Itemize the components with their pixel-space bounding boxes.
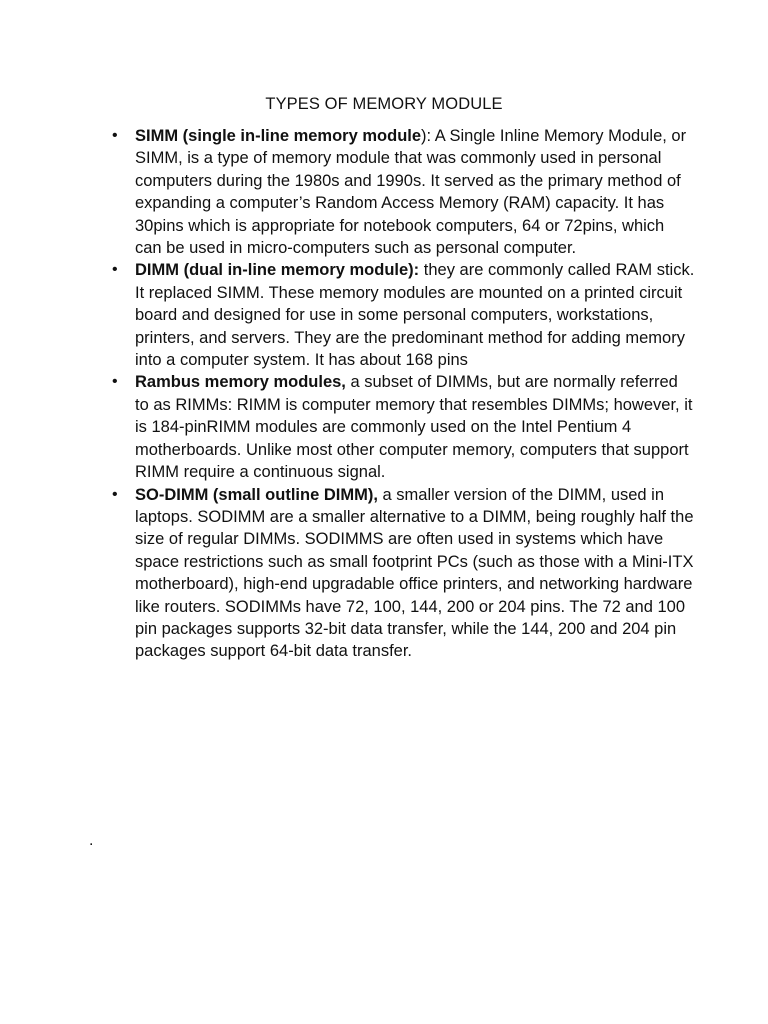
item-description: a smaller version of the DIMM, used in laptops. SODIMM are a smaller alternative to a DIMM, being roughly half the size of regular DIMMs. SODIMMS are often used in systems which have space restrictions such as small footprint PCs (such as those with a Mini-ITX motherboard), high-end upgradable office printers, and networking hardware like routers. SODIMMs have 72, 100, 144, 200 or 204 pins. The 72 and 100 pin packages supports 32-bit data transfer, while the 144, 200 and 204 pin packages support 64-bit data transfer. bbox=[135, 485, 694, 661]
document-title: TYPES OF MEMORY MODULE bbox=[265, 95, 503, 113]
item-term: SIMM (single in-line memory module bbox=[135, 127, 422, 145]
item-term: Rambus memory modules, bbox=[135, 373, 346, 392]
item-term: SO-DIMM (small outline DIMM), bbox=[135, 485, 378, 504]
bullet-icon: • bbox=[112, 485, 118, 503]
list-item-simm bbox=[112, 125, 695, 259]
trailing-period: . bbox=[89, 832, 94, 849]
list-item-sodimm bbox=[112, 484, 695, 663]
list-item-rambus bbox=[112, 371, 695, 483]
memory-module-list bbox=[112, 125, 695, 663]
item-description: ): A Single Inline Memory Module, or SIMM, is a type of memory module that was commonly used in personal computers during the 1980s and 1990s. It served as the primary method of expanding a computer’s Random Access Memory (RAM) capacity. It has 30pins which is appropriate for notebook computers, 64 or 72pins, which can be used in micro-computers such as personal computer. bbox=[135, 127, 687, 258]
bullet-icon: • bbox=[112, 261, 118, 279]
item-description: they are commonly called RAM stick. It replaced SIMM. These memory modules are mounted on a printed circuit board and designed for use in some personal computers, workstations, printers, and servers. They are the predominant method for adding memory into a computer system. It has about 168 pins bbox=[135, 261, 695, 370]
list-item-dimm bbox=[112, 259, 695, 371]
bullet-icon: • bbox=[112, 373, 118, 391]
item-description: a subset of DIMMs, but are normally referred to as RIMMs: RIMM is computer memory that resembles DIMMs; however, it is 184-pinRIMM modules are commonly used on the Intel Pentium 4 motherboards. Unlike most other computer memory, computers that support RIMM require a continuous signal. bbox=[135, 373, 693, 482]
bullet-icon: • bbox=[112, 127, 118, 144]
item-term: DIMM (dual in-line memory module): bbox=[135, 261, 420, 280]
